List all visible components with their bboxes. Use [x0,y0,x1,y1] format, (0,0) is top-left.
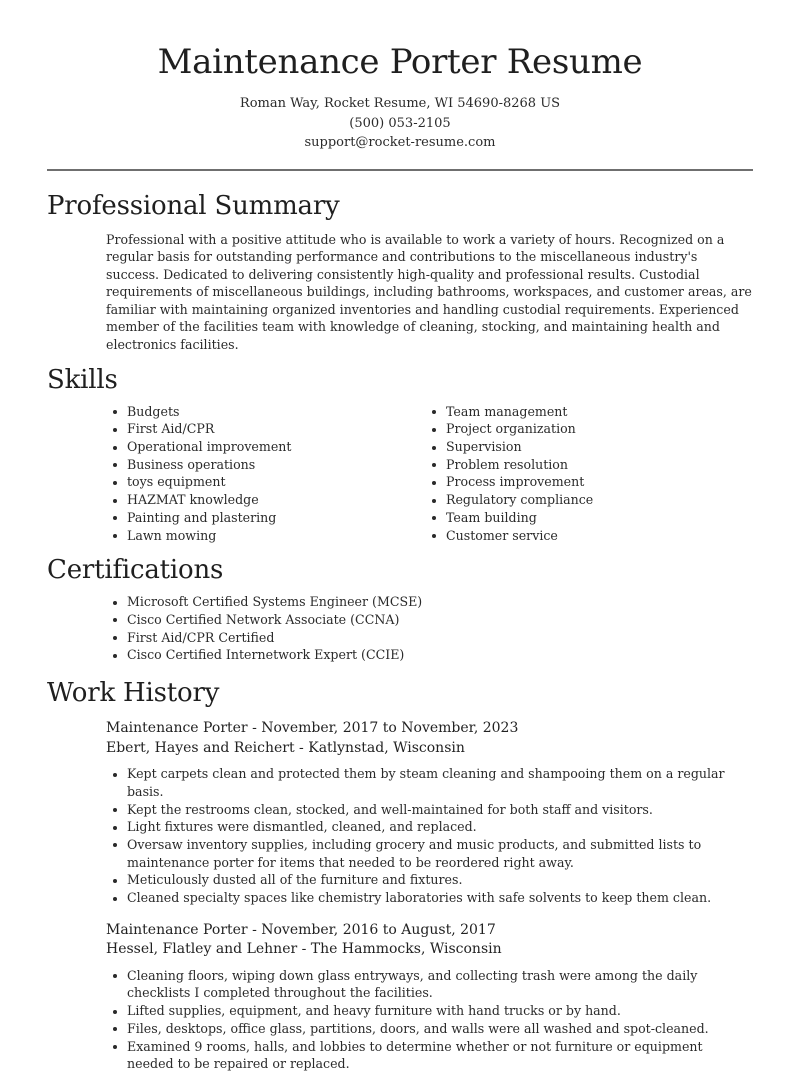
skill-item: Operational improvement [106,438,425,456]
summary-text: Professional with a positive attitude who is available to work a variety of hours. Recognized on a regular basis for outstanding performance and contributions to the miscellaneous industry's success. Dedicated to delivering consistently high-quality and professional results. Custodial requirements of miscellaneous buildings, including bathrooms, workspaces, and customer areas, are familiar with maintaining organized inventories and handling custodial requirements. Experienced member of the facilities team with knowledge of cleaning, stocking, and maintaining health and electronics facilities. [106,231,752,353]
section-title-work-history: Work History [47,678,220,709]
skills-columns [0,403,800,545]
job-entry [106,719,753,907]
contact-info [0,94,800,153]
job-duty: Kept carpets clean and protected them by steam cleaning and shampooing them on a regular basis. [106,765,753,800]
job-company-location: Hessel, Flatley and Lehner - The Hammocks, Wisconsin [106,941,502,958]
skill-item: Project organization [425,420,744,438]
certification-item: First Aid/CPR Certified [106,629,800,647]
work-history-section [0,676,800,1073]
job-entry [106,921,753,1073]
certification-item: Cisco Certified Internetwork Expert (CCIE) [106,646,800,664]
section-title-summary: Professional Summary [47,190,340,221]
skill-item: Lawn mowing [106,527,425,545]
job-duty: Oversaw inventory supplies, including grocery and music products, and submitted lists to maintenance porter for items that needed to be reordered right away. [106,836,753,871]
skill-item: toys equipment [106,473,425,491]
header-divider [47,169,753,171]
resume-header [0,0,800,153]
certification-item: Microsoft Certified Systems Engineer (MCSE) [106,593,800,611]
skill-item: HAZMAT knowledge [106,491,425,509]
contact-phone: (500) 053-2105 [349,115,451,131]
certifications-section [0,553,800,664]
job-role-dates: Maintenance Porter - November, 2017 to November, 2023 [106,720,519,737]
job-duty: Cleaning floors, wiping down glass entryways, and collecting trash were among the daily checklists I completed throughout the facilities. [106,967,753,1002]
job-role-dates: Maintenance Porter - November, 2016 to August, 2017 [106,921,496,938]
skill-item: Budgets [106,403,425,421]
contact-address: Roman Way, Rocket Resume, WI 54690-8268 US [239,96,561,111]
certification-item: Cisco Certified Network Associate (CCNA) [106,611,800,629]
skills-list-right [425,403,744,545]
skills-section [0,363,800,545]
skill-item: Customer service [425,527,744,545]
job-duties-list [106,967,753,1073]
skill-item: Supervision [425,438,744,456]
job-duty: Light fixtures were dismantled, cleaned, and replaced. [106,818,753,836]
skill-item: Business operations [106,456,425,474]
skill-item: Problem resolution [425,456,744,474]
skill-item: Painting and plastering [106,509,425,527]
skill-item: Team management [425,403,744,421]
job-duty: Lifted supplies, equipment, and heavy furniture with hand trucks or by hand. [106,1002,753,1020]
page-title: Maintenance Porter Resume [157,42,643,82]
contact-email: support@rocket-resume.com [304,135,496,150]
certifications-list [0,593,800,664]
skill-item: Regulatory compliance [425,491,744,509]
section-title-certifications: Certifications [47,555,224,586]
job-duty: Examined 9 rooms, halls, and lobbies to determine whether or not furniture or equipment needed to be repaired or replaced. [106,1038,753,1073]
job-duty: Kept the restrooms clean, stocked, and well-maintained for both staff and visitors. [106,801,753,819]
skill-item: First Aid/CPR [106,420,425,438]
job-duty: Files, desktops, office glass, partitions, doors, and walls were all washed and spot-cleaned. [106,1020,753,1038]
job-duty: Cleaned specialty spaces like chemistry laboratories with safe solvents to keep them clean. [106,889,753,907]
section-title-skills: Skills [47,364,118,395]
job-company-location: Ebert, Hayes and Reichert - Katlynstad, Wisconsin [106,739,465,756]
professional-summary-section [0,189,800,354]
skill-item: Team building [425,509,744,527]
skills-list-left [106,403,425,545]
job-duties-list [106,765,753,907]
skill-item: Process improvement [425,473,744,491]
job-duty: Meticulously dusted all of the furniture and fixtures. [106,871,753,889]
